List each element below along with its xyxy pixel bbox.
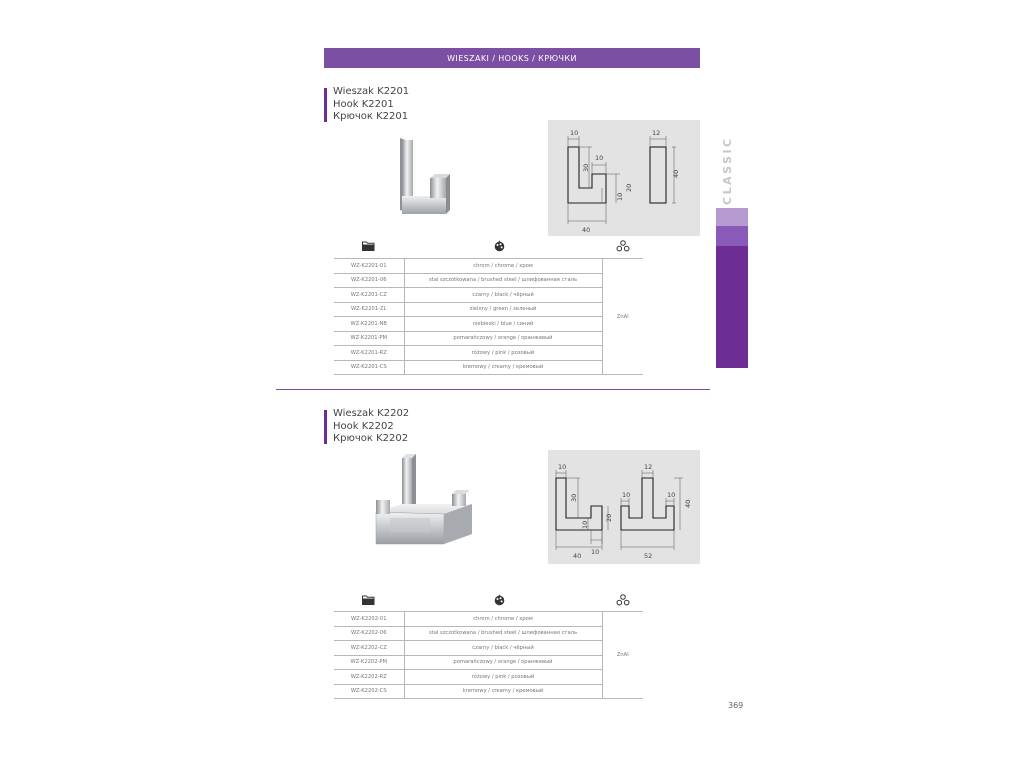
table-row	[334, 346, 643, 361]
dim-text: 20	[625, 183, 633, 192]
material-cell: ZnAl	[602, 612, 643, 699]
product-code: WZ-K2201-ZL	[334, 302, 404, 317]
table-row	[334, 612, 643, 627]
product-title-en: Hook K2201	[333, 98, 394, 110]
dim-text: 52	[644, 552, 653, 560]
product-photo-k2201	[388, 134, 460, 220]
product-color-desc: różowy / pink / розовый	[404, 346, 602, 361]
spec-table-k2202	[334, 611, 643, 699]
table-row	[334, 360, 643, 375]
dim-text: 12	[652, 129, 661, 137]
table-row	[334, 259, 643, 274]
product-color-desc: różowy / pink / розовый	[404, 670, 602, 685]
material-molecule-icon	[616, 240, 630, 252]
product-color-desc: stal szczotkowana / brushed steel / шлифованная сталь	[404, 626, 602, 641]
product-color-desc: niebieski / blue / синий	[404, 317, 602, 332]
dim-text: 10	[622, 491, 631, 499]
material-cell: ZnAl	[602, 259, 643, 375]
dim-text: 40	[672, 169, 680, 178]
table-row	[334, 331, 643, 346]
material-molecule-icon	[616, 594, 630, 606]
dim-text: 40	[582, 226, 591, 234]
color-palette-icon	[494, 240, 505, 252]
product-color-desc: kremowy / creamy / кремовый	[404, 684, 602, 699]
table-row	[334, 655, 643, 670]
color-palette-icon	[494, 594, 505, 606]
product-code: WZ-K2202-01	[334, 612, 404, 627]
table-row	[334, 273, 643, 288]
section-title: WIESZAKI / HOOKS / КРЮЧКИ	[447, 53, 577, 63]
product-title-ru: Крючок K2202	[333, 433, 409, 444]
table-row	[334, 670, 643, 685]
product-color-desc: pomarańczowy / orange / оранжевый	[404, 655, 602, 670]
product-code: WZ-K2201-01	[334, 259, 404, 274]
dim-text: 30	[570, 493, 578, 502]
product-title-pl: Wieszak K2202	[333, 408, 410, 419]
dim-text: 10	[570, 129, 579, 137]
section-divider	[276, 389, 710, 390]
product-code: WZ-K2201-NB	[334, 317, 404, 332]
side-tab-mid	[716, 226, 748, 246]
product-code: WZ-K2201-RZ	[334, 346, 404, 361]
dim-text: 10	[595, 154, 604, 162]
technical-drawing-k2201	[548, 120, 700, 236]
title-accent-bar	[324, 88, 327, 122]
product-title-ru: Крючок K2201	[333, 111, 409, 122]
product-code: WZ-K2201-PM	[334, 331, 404, 346]
product-code: WZ-K2202-CS	[334, 684, 404, 699]
side-tab-light	[716, 208, 748, 226]
table-row	[334, 626, 643, 641]
product-code: WZ-K2202-RZ	[334, 670, 404, 685]
table-row	[334, 302, 643, 317]
side-category-label: CLASSIC	[721, 136, 734, 205]
folder-icon	[362, 241, 375, 251]
technical-drawing-k2202	[548, 450, 700, 564]
dim-text: 12	[644, 463, 653, 471]
side-tab-dark	[716, 246, 748, 368]
spec-table-k2201	[334, 258, 643, 375]
product-color-desc: chrom / chrome / хром	[404, 259, 602, 274]
dim-text: 10	[616, 192, 624, 201]
page-number: 369	[728, 701, 744, 710]
dim-text: 20	[605, 513, 613, 522]
table-row	[334, 684, 643, 699]
section-header	[324, 48, 700, 68]
dim-text: 30	[582, 163, 590, 172]
product-color-desc: zielony / green / зеленый	[404, 302, 602, 317]
table-row	[334, 288, 643, 303]
product-color-desc: pomarańczowy / orange / оранжевый	[404, 331, 602, 346]
product-title-en: Hook K2202	[333, 420, 394, 432]
product-color-desc: kremowy / creamy / кремовый	[404, 360, 602, 375]
dim-text: 10	[558, 463, 567, 471]
product-color-desc: czarny / black / чёрный	[404, 288, 602, 303]
dim-text: 10	[591, 548, 600, 556]
table-row	[334, 317, 643, 332]
product-title-pl: Wieszak K2201	[333, 86, 410, 97]
product-code: WZ-K2202-PM	[334, 655, 404, 670]
table-row	[334, 641, 643, 656]
product-code: WZ-K2202-06	[334, 626, 404, 641]
dim-text: 40	[684, 499, 692, 508]
folder-icon	[362, 595, 375, 605]
dim-text: 40	[573, 552, 582, 560]
product-photo-k2202	[372, 452, 480, 548]
dim-text: 10	[667, 491, 676, 499]
product-color-desc: czarny / black / чёрный	[404, 641, 602, 656]
product-color-desc: chrom / chrome / хром	[404, 612, 602, 627]
title-accent-bar	[324, 410, 327, 444]
dim-text: 10	[581, 520, 589, 529]
product-code: WZ-K2201-CS	[334, 360, 404, 375]
product-color-desc: stal szczotkowana / brushed steel / шлифованная сталь	[404, 273, 602, 288]
product-code: WZ-K2201-CZ	[334, 288, 404, 303]
product-code: WZ-K2201-06	[334, 273, 404, 288]
product-code: WZ-K2202-CZ	[334, 641, 404, 656]
